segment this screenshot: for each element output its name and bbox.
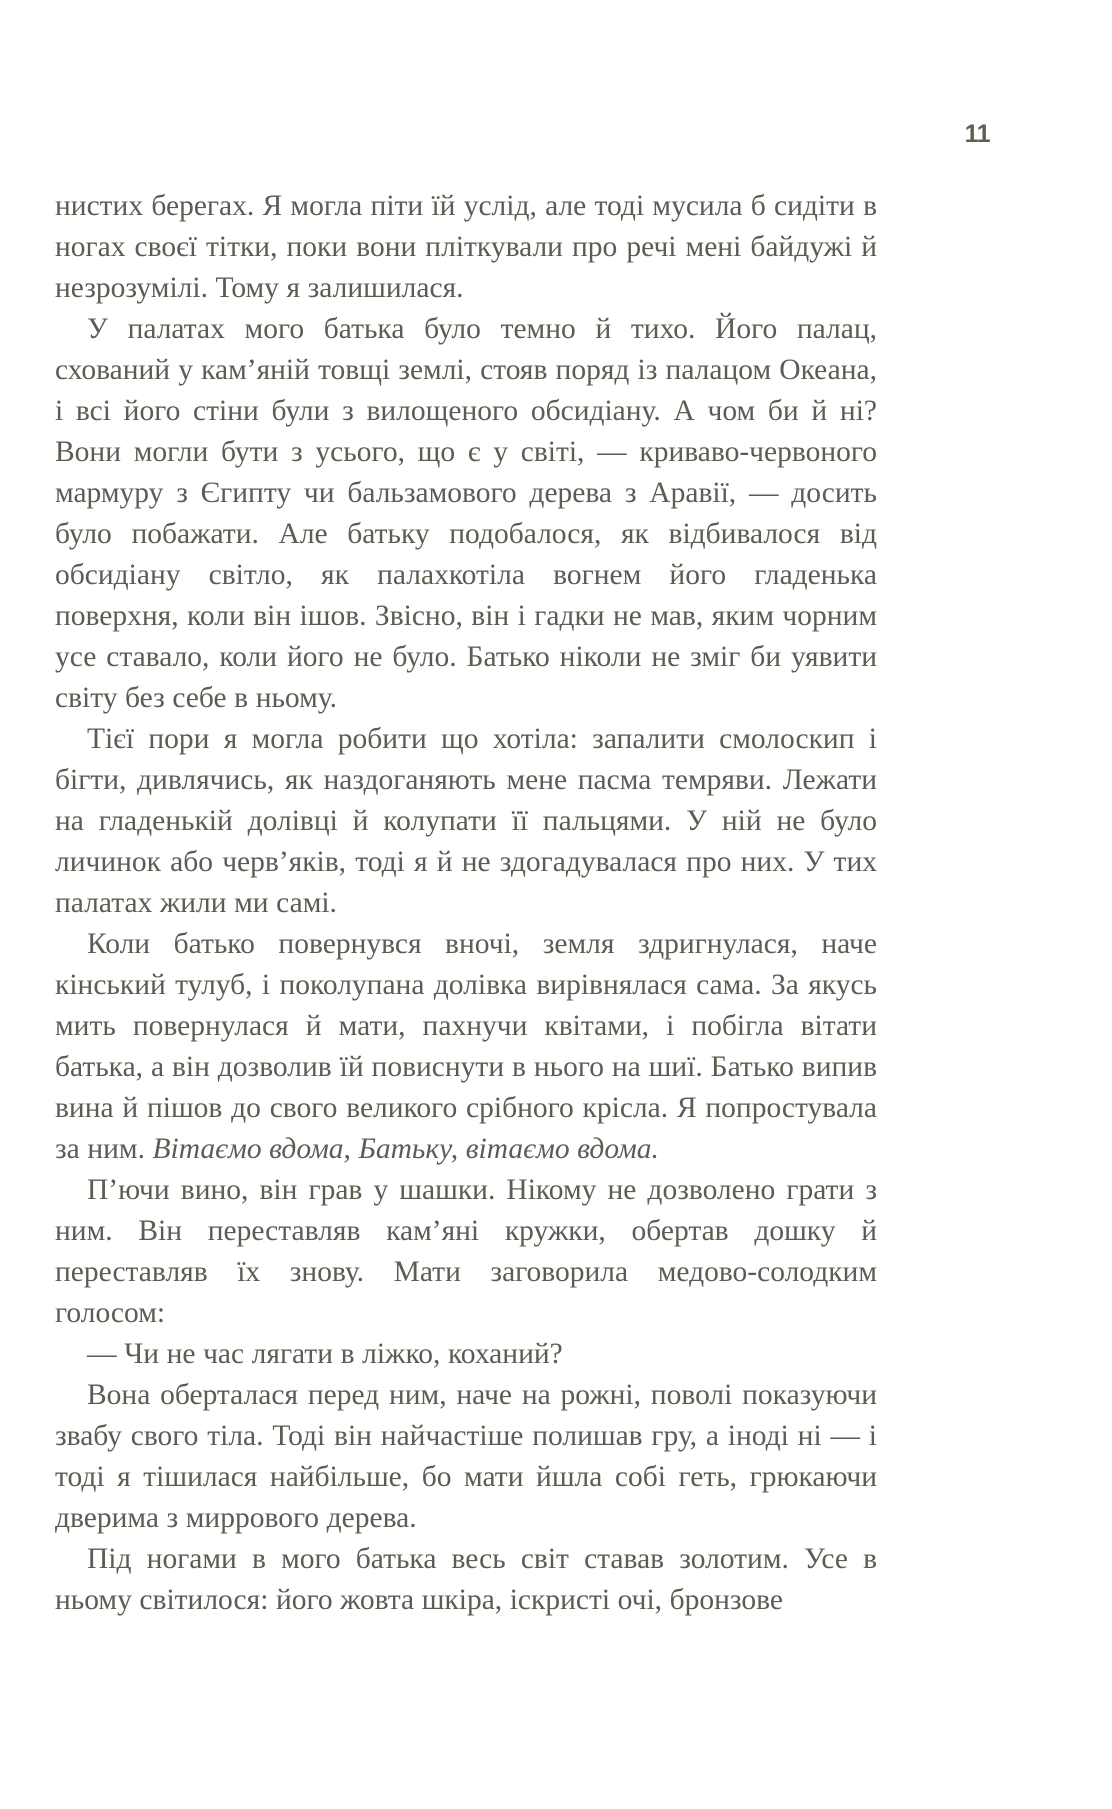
- paragraph: Вона оберталася перед ним, наче на рожні, поволі показуючи звабу свого тіла. Тоді він найчастіше полишав гру, а іноді ні — і тоді я тішилася найбільше, бо мати йшла собі геть, грюкаючи дверима з миррового дерева.: [55, 1379, 877, 1534]
- paragraph: У палатах мого батька було темно й тихо. Його палац, схований у кам’яній товщі землі, стояв поряд із палацом Океана, і всі його стіни були з вилощеного обсидіану. А чом би й ні? Вони могли бути з усього, що є у світі, — криваво-червоного мармуру з Єгипту чи бальзамового дерева з Аравії, — досить було побажати. Але батьку подобалося, як відбивалося від обсидіану світло, як палахкотіла вогнем його гладенька поверхня, коли він ішов. Звісно, він і гадки не мав, яким чорним усе ставало, коли його не було. Батько ніколи не зміг би уявити світу без себе в ньому.: [55, 313, 877, 714]
- dialogue-line: — Чи не час лягати в ліжко, коханий?: [87, 1338, 563, 1370]
- italic-phrase: Вітаємо вдома, Батьку, вітаємо вдома.: [152, 1133, 659, 1165]
- paragraph-text: Коли батько повернувся вночі, земля здригнулася, наче кінський тулуб, і поколупана долівка вирівнялася сама. За якусь мить повернулася й мати, пахнучи квітами, і побігла вітати батька, а він дозволив їй повиснути в нього на шиї. Батько випив вина й пішов до свого великого срібного крісла. Я попростувала за ним.: [55, 928, 877, 1165]
- paragraph: П’ючи вино, він грав у шашки. Нікому не дозволено грати з ним. Він переставляв кам’яні кружки, обертав дошку й переставляв їх знову. Мати заговорила медово-солодким голосом:: [55, 1174, 877, 1329]
- paragraph: Тієї пори я могла робити що хотіла: запалити смолоскип і бігти, дивлячись, як наздоганяють мене пасма темряви. Лежати на гладенькій долівці й колупати її пальцями. У ній не було личинок або черв’яків, тоді я й не здогадувалася про них. У тих палатах жили ми самі.: [55, 723, 877, 919]
- paragraph: [55, 924, 877, 1170]
- paragraph: нистих берегах. Я могла піти їй услід, але тоді мусила б сидіти в ногах своєї тітки, поки вони пліткували про речі мені байдужі й незрозумілі. Тому я залишилася.: [55, 190, 877, 304]
- page-number: 11: [964, 120, 990, 148]
- body-text-block: [55, 186, 877, 1621]
- paragraph: Під ногами в мого батька весь світ ставав золотим. Усе в ньому світилося: його жовта шкіра, іскристі очі, бронзове: [55, 1543, 877, 1616]
